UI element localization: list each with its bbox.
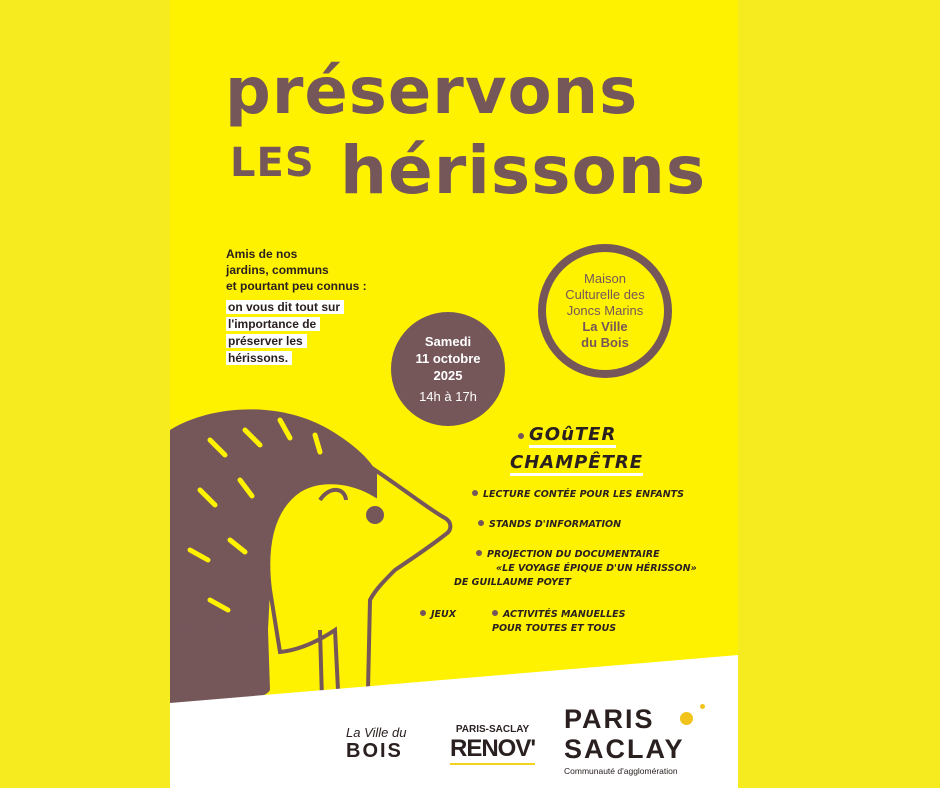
- activity-item: ACTIVITÉS MANUELLES POUR TOUTES ET TOUS: [492, 609, 626, 634]
- sun-dot-icon: [700, 704, 705, 709]
- date-year: 2025: [433, 368, 463, 383]
- footer-band: [170, 0, 738, 788]
- date-date: 11 octobre: [415, 351, 481, 366]
- activity-item: LECTURE CONTÉE POUR LES ENFANTS: [472, 488, 684, 502]
- date-time: 14h à 17h: [419, 389, 477, 404]
- logo-la-ville-du-bois: La Ville du BOIS: [346, 725, 407, 762]
- venue-line: Culturelle des: [565, 287, 645, 302]
- venue-city: La Ville: [582, 319, 628, 334]
- date-day: Samedi: [424, 334, 472, 349]
- venue-line: Maison: [584, 271, 626, 286]
- event-poster: [170, 0, 738, 788]
- activity-item: JEUX: [420, 608, 456, 622]
- logo-paris-saclay-renov: PARIS-SACLAY RENOV': [450, 724, 535, 765]
- activities-heading: CHAMPÊTRE: [510, 452, 643, 473]
- intro-line: et pourtant peu connus :: [226, 279, 367, 293]
- sun-icon: [680, 712, 693, 725]
- intro-line: Amis de nos: [226, 247, 298, 261]
- activities-heading: GOûTER: [518, 424, 616, 445]
- intro-line: préserver les: [226, 334, 307, 348]
- title-line-2-herissons: hérissons: [340, 132, 707, 209]
- title-line-1: préservons: [225, 55, 639, 129]
- intro-line: hérissons.: [226, 351, 292, 365]
- activity-item: STANDS D'INFORMATION: [478, 518, 621, 532]
- intro-line: on vous dit tout sur: [226, 300, 344, 314]
- title-line-2-les: LES: [230, 140, 315, 186]
- venue-city: du Bois: [581, 335, 629, 350]
- intro-line: l'importance de: [226, 317, 320, 331]
- activity-item: PROJECTION DU DOCUMENTAIRE «LE VOYAGE ÉPIQUE D'UN HÉRISSON» DE GUILLAUME POYET: [454, 549, 697, 588]
- intro-line: jardins, communs: [226, 263, 329, 277]
- logo-paris-saclay: PARIS SACLAY Communauté d'agglomération: [564, 704, 685, 776]
- venue-line: Joncs Marins: [566, 303, 644, 318]
